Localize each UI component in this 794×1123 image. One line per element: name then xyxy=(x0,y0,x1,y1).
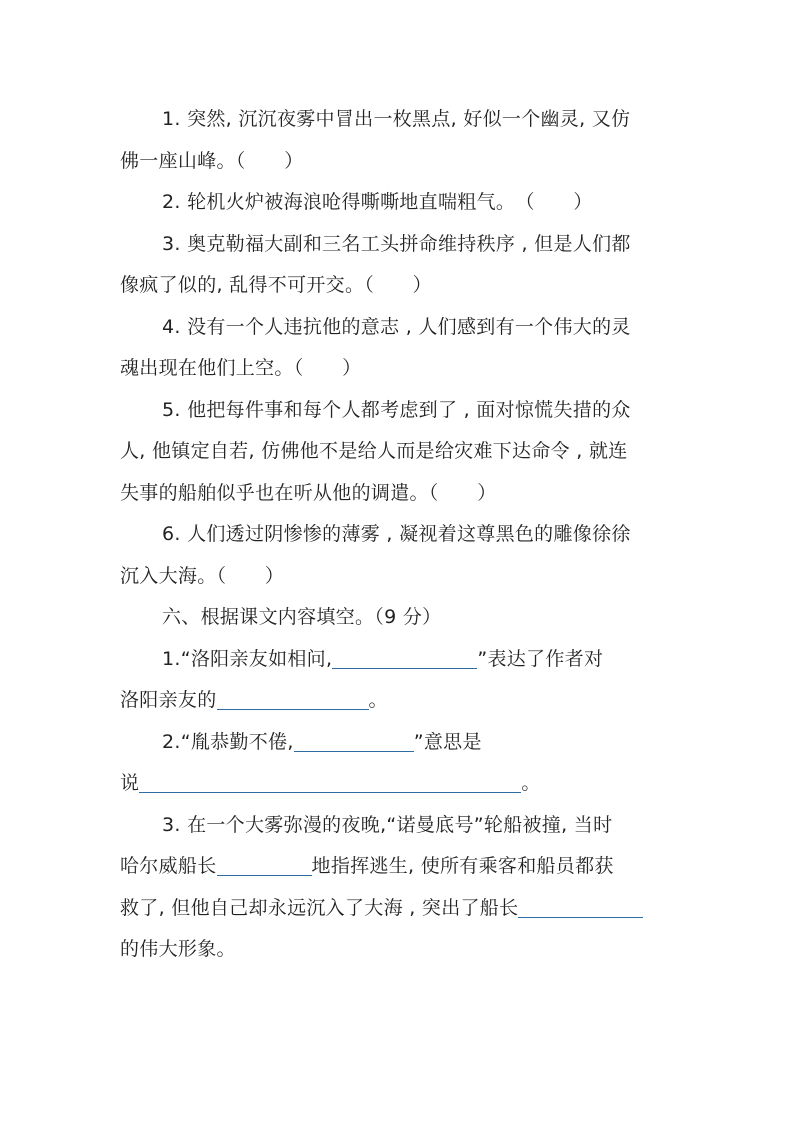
q1-text-a: 1.“洛阳亲友如相问, xyxy=(162,647,333,670)
q1-text-c: 洛阳亲友的 xyxy=(120,689,217,711)
item-2-line-1: 2. 轮机火炉被海浪呛得嘶嘶地直喘粗气。 （ ） xyxy=(162,191,593,213)
q3-text-e: 的伟大形象。 xyxy=(120,938,236,960)
section-six-heading: 六、根据课文内容填空。（9 分） xyxy=(162,606,442,628)
item-6 xyxy=(120,514,682,597)
q1-blank-2[interactable] xyxy=(217,685,369,710)
item-5-line-1: 5. 他把每件事和每个人都考虑到了 , 面对惊慌失措的众 xyxy=(162,398,631,421)
q2-text-c: 说 xyxy=(120,772,140,794)
q3-text-d: 救了, 但他自己却永远沉入了大海 , 突出了船长 xyxy=(120,896,519,919)
item-3-line-2: 像疯了似的, 乱得不可开交。（ ） xyxy=(120,274,432,296)
q3-text-c: 地指挥逃生, 使所有乘客和船员都获 xyxy=(311,855,614,877)
item-4-line-1: 4. 没有一个人违抗他的意志 , 人们感到有一个伟大的灵 xyxy=(162,315,631,338)
fill-question-1 xyxy=(120,639,682,722)
q3-blank-2[interactable] xyxy=(518,893,643,918)
q2-text-d: 。 xyxy=(521,772,541,794)
q2-text-b: ”意思是 xyxy=(413,730,482,753)
q1-text-b: ”表达了作者对 xyxy=(477,647,604,670)
q1-text-d: 。 xyxy=(368,689,388,711)
item-5 xyxy=(120,390,682,515)
q3-text-b: 哈尔威船长 xyxy=(120,855,217,877)
item-6-line-2: 沉入大海。（ ） xyxy=(120,564,285,587)
item-4 xyxy=(120,307,682,390)
fill-question-3 xyxy=(120,805,682,971)
q3-blank-1[interactable] xyxy=(217,851,312,876)
item-3-line-1: 3. 奥克勒福大副和三名工头拼命维持秩序 , 但是人们都 xyxy=(162,232,631,255)
item-1 xyxy=(120,99,682,182)
item-5-line-3: 失事的船舶似乎也在听从他的调遣。（ ） xyxy=(120,481,497,504)
q2-blank-1[interactable] xyxy=(294,727,414,752)
q3-text-a: 3. 在一个大雾弥漫的夜晚,“诺曼底号”轮船被撞, 当时 xyxy=(162,813,613,836)
item-5-line-2: 人, 他镇定自若, 仿佛他不是给人而是给灾难下达命令 , 就连 xyxy=(120,440,628,462)
item-3 xyxy=(120,224,682,307)
item-1-line-1: 1. 突然, 沉沉夜雾中冒出一枚黑点, 好似一个幽灵, 又仿 xyxy=(162,108,631,130)
fill-question-2 xyxy=(120,722,682,805)
item-1-line-2: 佛一座山峰。（ ） xyxy=(120,149,304,172)
item-6-line-1: 6. 人们透过阴惨惨的薄雾 , 凝视着这尊黑色的雕像徐徐 xyxy=(162,523,631,545)
q2-text-a: 2.“胤恭勤不倦, xyxy=(162,730,294,753)
q2-blank-2[interactable] xyxy=(139,768,521,793)
q1-blank-1[interactable] xyxy=(332,644,477,669)
item-4-line-2: 魂出现在他们上空。（ ） xyxy=(120,357,362,379)
item-2 xyxy=(120,182,682,224)
